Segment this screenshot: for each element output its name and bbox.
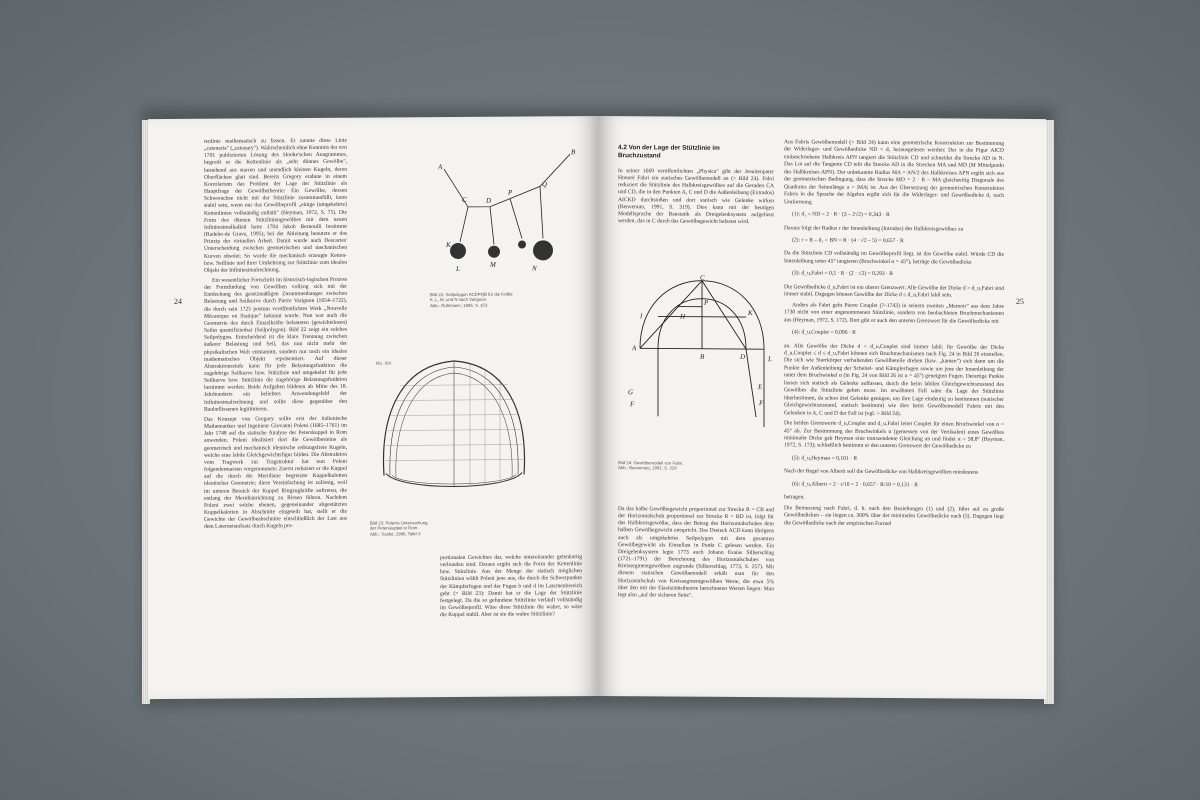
fig22-label: N bbox=[532, 264, 537, 273]
paragraph: betragen. bbox=[784, 494, 805, 501]
paragraph: Die Bemessung nach Fabri, d. h. nach den Beziehungen (1) und (2), führt auf zu große Gewölbedicken – sie liegen ca. 300% über der minimalen Gewölbedicke nach (5). Dagegen liegt die Gewölbedicke nach der empirischen Formel bbox=[784, 504, 1004, 527]
equation-3: (3): d_u,Fabri = 0,5 · R · (2 · √2) = 0,293 · R bbox=[792, 270, 894, 278]
paragraph: portionalen Gewichtes dar, welche untereinander gelenkartig verbunden sind. Daraus ergibt sich die Form der Kettenlinie bzw. Stützlinie. Aus der Menge der statisch möglichen Stützlinien wählt Poleni jene aus, die durch die Schwerpunkte der Kämpferfugen und der Fugen b und d im Laternenbereich geht (> Bild 23): Damit hat er die Lage der Stützlinie festgelegt. Da die so gefundene Stützlinie verläuft vollständig im Gewölbeprofil. Wäre diese Stützlinie die wahre, so wäre die Kuppel stabil. Aber ist sie die wahre Stützlinie? bbox=[440, 554, 582, 619]
page-number-left: 24 bbox=[174, 296, 182, 306]
right-column-1-top bbox=[618, 168, 774, 229]
paragraph: Die Gewölbedicke d_u,Fabri ist ein oberer Grenzwert: Alle Gewölbe der Dicke d > d_u,Fabri sind immer stabil. Dagegen können Gewölbe der Dicke d ≤ d_u,Fabri labil sein. bbox=[784, 284, 1005, 299]
fig22-label: L bbox=[456, 264, 460, 273]
fig22-label: M bbox=[490, 260, 496, 269]
figure-23-caption bbox=[370, 520, 460, 537]
fig24-label: P bbox=[704, 298, 709, 307]
paragraph: Daraus folgt der Radius r der Innenleibung (Intrados) des Halbkreisgewölbes zu bbox=[784, 224, 964, 233]
caption-line: Bild 24: Gewölbemodell von Fabri. bbox=[618, 460, 684, 466]
fig22-label: Q bbox=[542, 180, 548, 189]
fig24-label: F bbox=[630, 400, 635, 409]
paragraph: Nach der Regel von Alberti soll die Gewölbedicke von Halbkreisgewölben mindestens bbox=[784, 468, 979, 476]
caption-line: K, L, M, und N nach Varignon. bbox=[430, 297, 488, 303]
equation-5: (5): d_u,Heyman = 0,101 · R bbox=[792, 455, 858, 462]
paragraph: Das Konzept von Gregory sollte erst der italienische Mathematiker und Ingenieur Giovanni Poleni (1685–1761) im Jahr 1748 auf die statische Analyse der Peterskuppel in Rom anwenden. Poleni idealisiert dort die Gewölbesteine als geometrisch und mechanisch identische reibungsfreie Kugeln, welche eine labile Gleichgewichtsfigur bilden. Die Abstraktion vom Tragwerk zur Tragstruktur hat nun Poleni folgendermassen vorgenommen: Zuerst reduziert er die Kuppel auf die durch die Meridiane begrenzte Kuppelkalotten identischer Geometrie; diese Vereinfachung ist zulässig, weil im unteren Bereich der Kuppel Ringzugkräfte auftreten, die entlang der Meridianrichtung zu Rissen führen. Nachdem Poleni zwei solche ebenen, gegeneinander abgestützten Kuppelkalotten in Abschnitte eingeteilt hat, stellt er die Gewichte der Gewölbeabschnitte einschließlich der Last aus dem Laternenaufsatz durch Kugeln pro- bbox=[204, 415, 347, 531]
caption-line: Abb.: Szabó, 1996, Tafel X bbox=[370, 531, 421, 537]
fig22-label: P bbox=[508, 188, 513, 197]
figure-24-fabri-vault-model bbox=[618, 273, 778, 437]
right-column-1-bottom bbox=[618, 506, 774, 603]
equation-6: (6): d_u,Alberti = 2 · r/10 = 2 · 0,657 · R/10 = 0,131 · R bbox=[792, 481, 918, 488]
caption-line: Abb.: Rühlmann, 1885, S. 472 bbox=[430, 302, 488, 308]
figure-24-caption bbox=[618, 460, 768, 472]
paragraph: In seiner 1669 veröffentlichten „Physica" gibt der Jesuitenpater Honoré Fabri ein statisches Gewölbemodell an (> Bild 24). Fabri reduziert die Stützlinie des Halbkreisgewölbes auf die Geraden CA und CD, die in den Punkten A, C und D die Außenleibung (Extrados) AICKD durchstoßen und dort statisch wie Gelenke wirken (Benvenuto, 1991, S. 319). Dies kann mit der heutigen Modellsprache der Baustatik als Dreigelenksystem aufgefasst werden, das in C durch das Gewölbegewicht belastet wird. bbox=[618, 168, 774, 226]
right-page bbox=[598, 116, 1046, 699]
figure-23-dome-section bbox=[370, 354, 540, 495]
caption-line: Bild 23: Polenis Untersuchung bbox=[370, 520, 428, 526]
equation-2: (2): r = R – d₁ = BN = R · (4 · √2 – 5) = 0,657 · R bbox=[792, 237, 904, 245]
heading-line: 4.2 Von der Lage der Stützlinie im bbox=[618, 144, 720, 152]
fig22-label: B bbox=[571, 148, 576, 157]
fig24-label: I bbox=[640, 312, 643, 321]
caption-line: der Peterskuppel in Rom. bbox=[370, 525, 419, 531]
left-column-1 bbox=[204, 138, 347, 534]
fig24-label: L bbox=[768, 355, 772, 364]
paragraph: Aus Fabris Gewölbemodell (> Bild 24) kann eine geometrische Konstruktion zur Bestimmung der Widerlager- und Gewölbedicke ND = d₁ herausgelesen werden: Der in die Figur AICD einbeschriebene Halbkreis APN tangiert die Stützlinie CD und schneidet die Strecke AD in N. Das Lot auf die Tangente CD teilt die Strecke AD in die Strecken MA und MD (M Mittelpunkt des Halbkreises APN). Der unbekannte Radius MA = AN/2 des Halbkreises APN ergibt sich aus der geometrischen Bedingung, dass die Strecke MD = 2 · R – MA gleichzeitig Diagonale des Quadrates der Seitenlänge a = |MA| ist. Aus der Übersetzung der geometrischen Konstruktion Fabris in die Sprache der Algebra ergibt sich für die Widerlager- und Gewölbedicke d₁ nach Umformung bbox=[784, 139, 1004, 206]
paragraph: Da das halbe Gewölbegewicht proportional zur Strecke R = CB und der Horizontalschub proportional zur Strecke R = BD ist, folgt für das Halbkreisgewölbe, dass der Betrag des Horizontalschubes dem halben Gewölbegewicht entspricht. Das Dreieck ACD kann übrigens auch als umgekehrtes Seilpolygon mit dem gesamten Gewölbegewicht als Einzellast in Punkt C gelesen werden. Ein Dreigelenksystem legte 1773 auch Johann Esaias Silberschlag (1721–1791) der Berechnung des Horizontalschubes von Kreissegmentgewölben zugrunde (Silberschlag, 1773, S. 257). Mit diesem statischen Gewölbemodell erhält man für den Horizontalschub von Kreissegmentgewölben Werte, die etwa 5% über den mit der Elastizitätstheorie berechneten Werten liegen: Man legt also „auf der sicheren Seite". bbox=[618, 506, 774, 599]
fig22-label: A bbox=[438, 163, 443, 172]
fig23-label: FIG. XIV. bbox=[376, 360, 393, 366]
fig24-label: G bbox=[628, 388, 634, 397]
page-number-right: 25 bbox=[1016, 296, 1024, 306]
section-heading bbox=[618, 144, 778, 160]
fig24-label: K bbox=[748, 309, 753, 318]
heading-line: Bruchzustand bbox=[618, 151, 661, 160]
paragraph: tenlinie mathematisch zu fassen. Er nannte diese Linie „catenaria" („catenary"). Wahrscheinlich ohne Kenntnis der erst 1701 publizierten Lösung des Hooke'schen Anagrammes, begreift er die Kettenlinie als „sehr dünnes Gewölbe", bestehend aus starren und unendlich kleinen Kugeln, deren Oberflächen glatt sind. Bereits Gregory erahnte in einem Korrolarium das Problem der Lage der Stützlinie als Hauptfrage der Gewölbetheorie: Ein Gewölbe, dessen Schwerachse nicht mit der Stützlinie zusammenfällt, kann stabil sein, wenn nur das Gewölbeprofil „einige (umgekehrte) Kettenlinien vollständig enthält" (Heyman, 1972, S. 75). Die Form des dünnen Stützliniengewölbes mit dem neuen Infinitesimalkalkül hatte 1704 Jakob Bernoulli bestimmt (Radelet-de Grave, 1995); bei der Ableitung benutzte er das Prinzip der virtuellen Arbeit. Damit wurde auch Descartes' Unterscheidung zwischen geometrischen und mechanischen Kurven obsolet: So wurde die mechanisch erzeugte Ketten- bzw. Seillinie und ihrer Umkehrung zur Stützlinie zum idealen Objekt der Infinitesimalrechnung. bbox=[204, 137, 348, 274]
fig24-label: D bbox=[740, 352, 746, 362]
paragraph: Anders als Fabri geht Pierre Couplet (?–1743) in seinem zweiten „Memoir" aus dem Jahre 1730 nicht von einer angenommenen Stützlinie, sondern von beobachteten Bruchmechanismen aus (Heyman, 1972, S. 172). Dort gibt er auch den unteren Grenzwert für die Gewölbedicke mit bbox=[784, 302, 1004, 325]
fig24-label: F bbox=[759, 399, 764, 408]
paragraph: Da die Stützlinie CD vollständig im Gewölbeprofil liegt, ist das Gewölbe stabil. Würde CD die Innenleibung unter 45° tangieren (Bruchwinkel α = 45°), betrüge die Gewölbedicke bbox=[784, 250, 1004, 266]
paragraph: an. Alle Gewölbe der Dicke d < d_u,Couplet sind immer labil; für Gewölbe der Dicke d_u,Couplet ≤ d ≤ d_u,Fabri können sich Bruchmechanismen nach Fig. 24 in Bild 26 einstellen. Die sich wie Starrkörper verhaltenden Gewölbeteile drehen (bzw. „kanten") sich dann um die Punkte der Außenleibung der Scheitel- und Kämpferfugen sowie um jene der Innenleibung der unter dem Bruchwinkel α (in Fig. 24 von Bild 26 ist α = 45°) geneigten Fugen. Derartige Punkte lassen sich statisch als Gelenke auffassen, durch die beim labilen Gleichgewichtszustand des Gewölbes die Stützlinie gehen muss. Im erwähnten Fall wäre die Lage der Stützlinie überbestimmt, da schon drei Gelenke genügen, um ihre Lage eindeutig zu bestimmen (statischer Gleichgewichtszustand, statisch bestimmt) wie dies beim Gewölbemodell Fabris mit den Gelenken in A, C und D der Fall ist (vgl. > Bild 24). bbox=[784, 342, 1004, 417]
equation-1: (1): d₁ = ND = 2 · R · (3 – 2√2) = 0,343 · R bbox=[792, 211, 890, 219]
fig22-label: D bbox=[486, 196, 492, 205]
fig24-label: B bbox=[700, 352, 705, 361]
fig22-label: C bbox=[462, 195, 467, 204]
right-column-2 bbox=[784, 139, 1004, 532]
fig24-label: H bbox=[680, 312, 686, 321]
fig24-label: A bbox=[632, 344, 637, 353]
fig24-label: C bbox=[700, 273, 705, 282]
open-book bbox=[142, 102, 1054, 702]
figure-22-caption bbox=[430, 291, 590, 308]
caption-line: Bild 22: Seilpolygon ACDPQB für die Kräfte bbox=[430, 291, 513, 298]
caption-line: Abb.: Benvenuto, 1991, S. 319 bbox=[618, 465, 677, 471]
equation-4: (4): d_u,Couplet = 0,096 · R bbox=[792, 329, 856, 336]
left-column-2 bbox=[440, 554, 582, 622]
fig24-label: E bbox=[758, 383, 763, 392]
fig22-label: K bbox=[446, 241, 451, 250]
paragraph: Die beiden Grenzwerte d_u,Couplet und d_u,Fabri leitet Couplet für einen Bruchwinkel von α = 45° ab. Zur Bestimmung des Bruchwinkels α (gemessen von der Vertikalen) eines Gewölbes minimaler Dicke gab Heyman eine transzendente Gleichung an und findet α = 58,8° (Heyman, 1972, S. 173); schließlich bestimmt er den unteren Grenzwert der Gewölbedicke zu bbox=[784, 420, 1004, 451]
figure-22-rope-polygon bbox=[430, 146, 580, 282]
paragraph: Ein wesentlicher Fortschritt im historisch-logischen Prozess der Formfindung von Gewölben vollzog sich mit der Entdeckung des gesetzmäßigen Zusammenhanges zwischen Belastung und Seilkurve durch Pierre Varignon (1654–1722), die durch sein 1725 postum veröffentlichtes Werk „Nouvelle Mécanique ou Statique" bekannt wurde. Nun war auch die Geometrie des durch Einzelkräfte belasteten (gewichtslosen) Seiles quantifizierbar (Seilpolygon). Bild 22 zeigt ein solches Seilpolygon. Entscheidend ist die klare Trennung zwischen äußerer Belastung und Seil, das nun nicht mehr der physikalischen Welt entstammt, sondern nur noch ein ideales mathematisches Objekt repräsentiert. Auf dieser Abstraktionsstufe kann für jede Belastungsfunktion die zugehörige Seilkurve bzw. Stützlinie und umgekehrt für jede Seilkurve bzw. Stützlinie die zugehörige Belastungsfunktion bestimmt werden. Beide Aufgaben bildeten ab Mitte des 18. Jahrhunderts ein beliebtes Anwendungsfeld der Infinitesimalrechnung und sollte diese gegenüber den Baubeflissenen legitimieren. bbox=[204, 276, 347, 413]
left-page bbox=[148, 116, 598, 699]
